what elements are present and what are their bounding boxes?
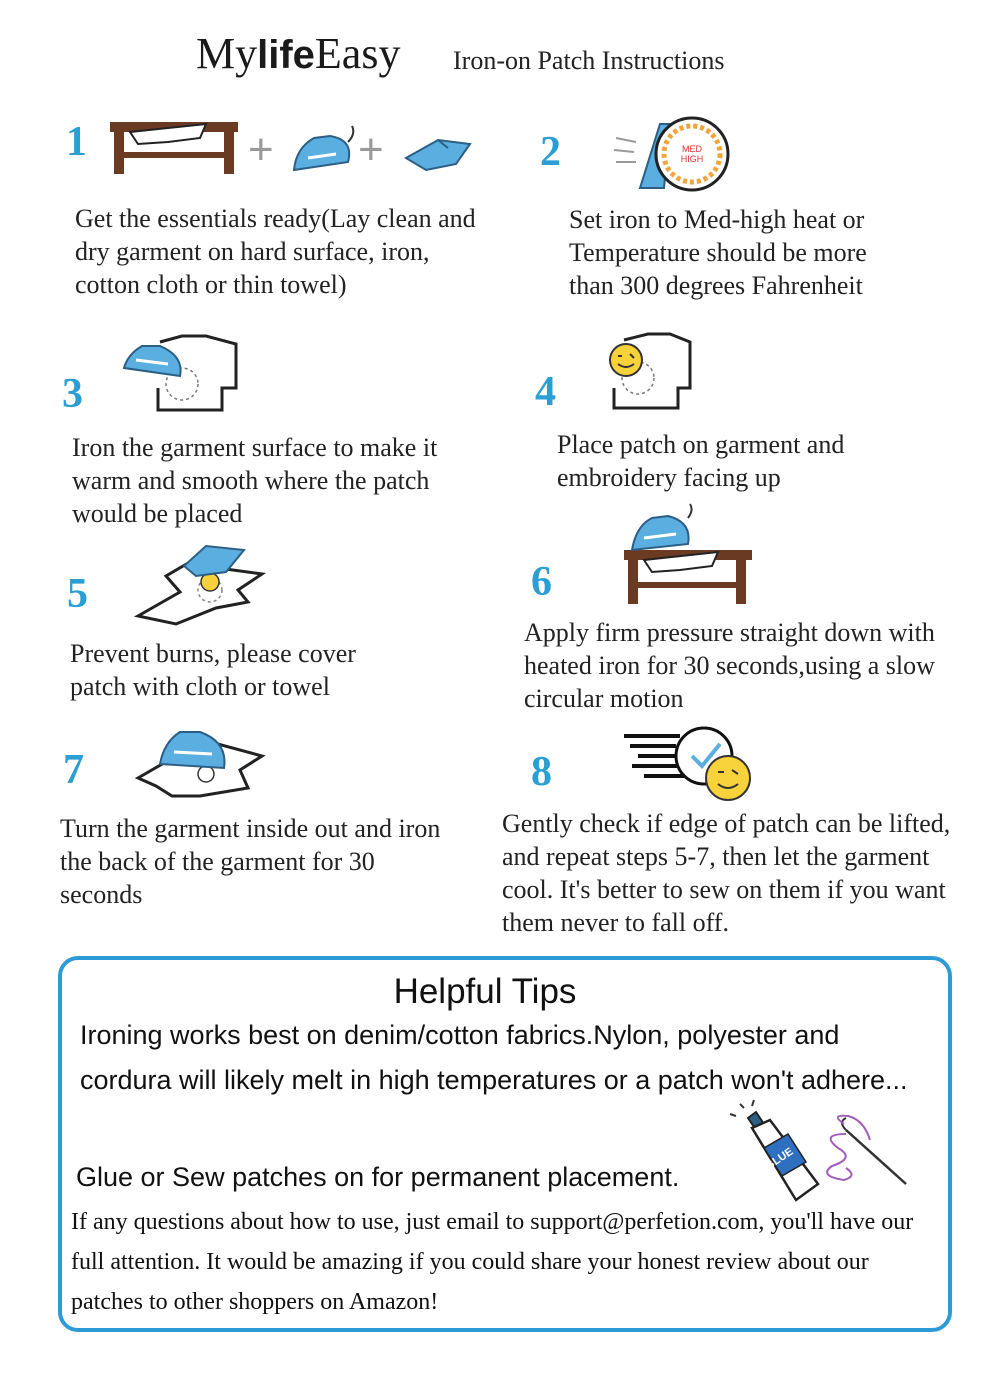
brand-part-easy: Easy bbox=[314, 29, 401, 78]
step-8-number: 8 bbox=[531, 749, 552, 795]
step-7-text: Turn the garment inside out and iron the back of the garment for 30 seconds bbox=[60, 814, 441, 909]
emoji-patch-icon bbox=[610, 344, 642, 376]
contact-text: If any questions about how to use, just email to support@perfetion.com, you'll have our full attention. It would be amazing if you could share your honest review about our patches to other shoppers on Amazon! bbox=[71, 1209, 914, 1315]
heat-label-med: MED bbox=[682, 144, 702, 154]
glue-bottle-icon bbox=[730, 1100, 818, 1200]
temperature-dial-icon bbox=[656, 118, 728, 190]
step-3-number: 3 bbox=[62, 371, 83, 417]
step-7-number: 7 bbox=[63, 747, 84, 793]
glue-label: GLUE bbox=[763, 1145, 796, 1173]
step-1-text: Get the essentials ready(Lay clean and dry garment on hard surface, iron, cotton cloth or thin towel) bbox=[75, 204, 476, 299]
needle-thread-icon bbox=[827, 1116, 906, 1184]
step-5-illustration bbox=[136, 544, 266, 628]
step-2-illustration bbox=[614, 116, 734, 192]
step-3-text: Iron the garment surface to make it warm and smooth where the patch would be placed bbox=[72, 433, 438, 528]
step-5-text: Prevent burns, please cover patch with cloth or towel bbox=[70, 639, 356, 701]
step-4-illustration bbox=[604, 330, 694, 412]
iron-icon bbox=[632, 504, 692, 550]
step-8-illustration bbox=[624, 726, 754, 804]
tips-title: Helpful Tips bbox=[393, 972, 577, 1011]
step-1-number: 1 bbox=[66, 119, 87, 165]
step-5-number: 5 bbox=[67, 571, 88, 617]
step-2-number: 2 bbox=[540, 129, 561, 175]
step-6-illustration bbox=[622, 504, 756, 608]
step-4-number: 4 bbox=[535, 369, 556, 415]
towel-icon bbox=[406, 140, 470, 170]
brand-part-my: My bbox=[196, 29, 258, 78]
plus-icon: + bbox=[248, 125, 274, 174]
step-6-number: 6 bbox=[531, 559, 552, 605]
step-1-illustration bbox=[108, 118, 478, 180]
step-6-text: Apply firm pressure straight down with heated iron for 30 seconds,using a slow circular motion bbox=[524, 618, 935, 713]
plus-icon: + bbox=[358, 125, 384, 174]
step-3-illustration bbox=[120, 332, 240, 414]
iron-icon bbox=[294, 126, 353, 170]
heat-label-high: HIGH bbox=[680, 154, 704, 164]
step-7-illustration bbox=[136, 726, 266, 802]
tip-glue-sew: Glue or Sew patches on for permanent placement. bbox=[76, 1162, 680, 1192]
step-4-text: Place patch on garment and embroidery facing up bbox=[557, 430, 845, 492]
page-title: Iron-on Patch Instructions bbox=[453, 46, 725, 75]
iron-icon bbox=[160, 732, 225, 768]
brand-part-life: life bbox=[257, 33, 315, 77]
step-8-text: Gently check if edge of patch can be lifted, and repeat steps 5-7, then let the garment cool. It's better to sew on them if you want them never to fall off. bbox=[502, 809, 951, 937]
table-icon bbox=[110, 122, 238, 174]
brand-logo bbox=[196, 28, 400, 79]
emoji-icon bbox=[706, 756, 750, 800]
tips-illustration bbox=[734, 1104, 918, 1204]
table-icon bbox=[624, 550, 752, 604]
tip-fabrics: Ironing works best on denim/cotton fabrics.Nylon, polyester and cordura will likely melt in high temperatures or a patch won't adhere... bbox=[80, 1020, 908, 1095]
step-2-text: Set iron to Med-high heat or Temperature should be more than 300 degrees Fahrenheit bbox=[569, 205, 867, 300]
